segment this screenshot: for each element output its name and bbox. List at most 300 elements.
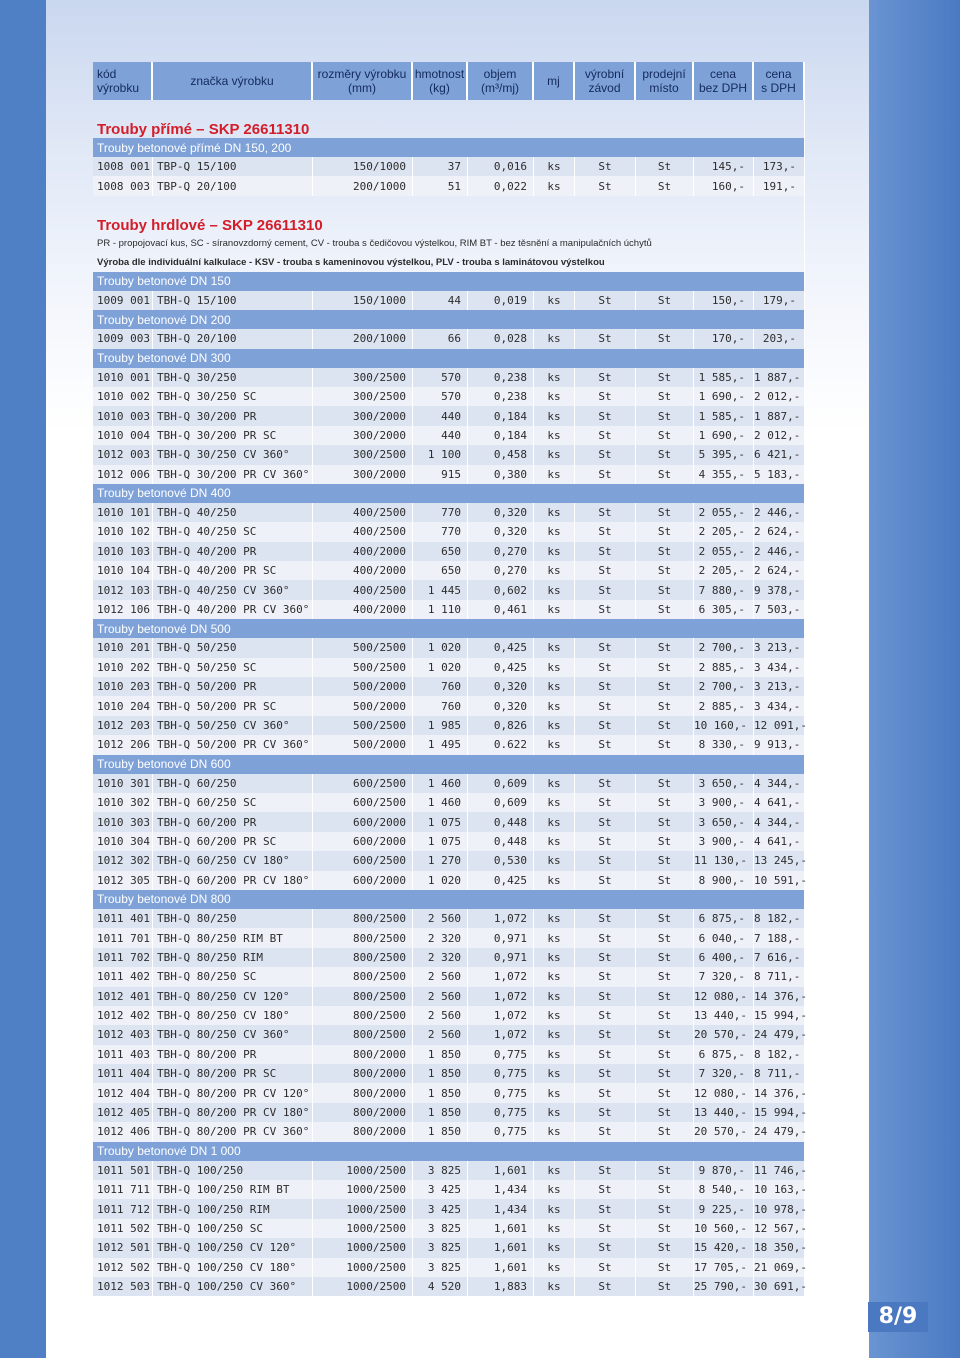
header-gap [93,100,805,114]
cell-price-inc: 8 711,- [754,1064,805,1083]
cell-price-ex: 3 650,- [694,774,754,793]
cell-sale: St [636,1025,694,1044]
cell-price-inc: 191,- [754,176,805,195]
cell-dims: 600/2000 [313,812,413,831]
cell-price-inc: 9 913,- [754,735,805,754]
cell-code: 1011 712 [93,1199,153,1218]
cell-volume: 0,775 [468,1122,534,1141]
cell-brand: TBH-Q 60/250 CV 180° [153,851,313,870]
cell-price-ex: 9 225,- [694,1199,754,1218]
cell-code: 1011 402 [93,967,153,986]
table-row [93,812,805,831]
cell-brand: TBH-Q 30/250 CV 360° [153,445,313,464]
cell-sale: St [636,1045,694,1064]
table-row [93,291,805,310]
cell-weight: 2 560 [413,1025,468,1044]
cell-unit: ks [534,774,575,793]
cell-price-inc: 14 376,- [754,1083,805,1102]
subsection-row [93,755,805,774]
cell-plant: St [575,1083,636,1102]
cell-plant: St [575,928,636,947]
header-brand: značka výrobku [153,62,313,100]
table-row [93,1161,805,1180]
table-row [93,1199,805,1218]
subsection-heading: Trouby betonové DN 200 [93,310,805,329]
cell-unit: ks [534,176,575,195]
cell-sale: St [636,445,694,464]
cell-price-inc: 3 434,- [754,658,805,677]
cell-volume: 0,270 [468,542,534,561]
cell-unit: ks [534,1083,575,1102]
cell-code: 1012 003 [93,445,153,464]
table-row [93,1006,805,1025]
cell-plant: St [575,638,636,657]
cell-weight: 1 075 [413,832,468,851]
cell-sale: St [636,1064,694,1083]
cell-code: 1010 203 [93,677,153,696]
cell-weight: 440 [413,426,468,445]
cell-unit: ks [534,793,575,812]
cell-unit: ks [534,445,575,464]
table-row [93,638,805,657]
cell-plant: St [575,157,636,176]
cell-weight: 66 [413,329,468,348]
cell-brand: TBH-Q 50/250 CV 360° [153,716,313,735]
price-table [93,62,805,1296]
cell-dims: 300/2000 [313,426,413,445]
cell-price-inc: 2 624,- [754,561,805,580]
cell-volume: 1,601 [468,1219,534,1238]
cell-dims: 1000/2500 [313,1180,413,1199]
cell-brand: TBH-Q 40/200 PR SC [153,561,313,580]
table-row [93,871,805,890]
cell-dims: 150/1000 [313,291,413,310]
table-row [93,522,805,541]
cell-brand: TBH-Q 30/250 SC [153,387,313,406]
cell-sale: St [636,1238,694,1257]
cell-volume: 0.622 [468,735,534,754]
cell-brand: TBP-Q 15/100 [153,157,313,176]
cell-volume: 1,601 [468,1258,534,1277]
cell-volume: 0,425 [468,658,534,677]
table-row [93,387,805,406]
cell-code: 1010 101 [93,503,153,522]
table-row [93,1045,805,1064]
cell-code: 1010 202 [93,658,153,677]
table-row [93,1180,805,1199]
cell-unit: ks [534,812,575,831]
cell-volume: 0,448 [468,812,534,831]
cell-plant: St [575,812,636,831]
cell-unit: ks [534,1258,575,1277]
cell-volume: 0,775 [468,1045,534,1064]
cell-weight: 44 [413,291,468,310]
cell-unit: ks [534,832,575,851]
header-price-inc-sub: s DPH [754,81,805,100]
cell-code: 1012 106 [93,600,153,619]
cell-dims: 800/2000 [313,1083,413,1102]
subsection-row [93,138,805,157]
cell-price-inc: 10 163,- [754,1180,805,1199]
cell-dims: 500/2500 [313,716,413,735]
note-row [93,234,805,253]
table-header [93,62,805,114]
header-code-sub: výrobku [93,81,153,100]
note-text: PR - propojovací kus, SC - síranovzdorný cement, CV - trouba s čedičovou výstelkou, RIM BT - bez těsnění a manipulačních úchytů [93,234,805,253]
cell-price-inc: 2 446,- [754,503,805,522]
cell-dims: 800/2500 [313,1006,413,1025]
cell-volume: 1,072 [468,987,534,1006]
cell-plant: St [575,967,636,986]
cell-unit: ks [534,561,575,580]
cell-weight: 1 100 [413,445,468,464]
cell-brand: TBH-Q 50/200 PR SC [153,696,313,715]
cell-weight: 3 825 [413,1238,468,1257]
cell-dims: 800/2500 [313,1025,413,1044]
cell-dims: 800/2000 [313,1045,413,1064]
cell-sale: St [636,948,694,967]
cell-price-ex: 145,- [694,157,754,176]
cell-brand: TBH-Q 60/200 PR CV 180° [153,871,313,890]
cell-dims: 800/2000 [313,1122,413,1141]
subsection-heading: Trouby betonové přímé DN 150, 200 [93,138,805,157]
cell-brand: TBH-Q 80/200 PR CV 120° [153,1083,313,1102]
cell-brand: TBH-Q 50/200 PR CV 360° [153,735,313,754]
cell-price-ex: 12 080,- [694,1083,754,1102]
cell-code: 1010 004 [93,426,153,445]
cell-brand: TBH-Q 30/250 [153,368,313,387]
cell-volume: 0,270 [468,561,534,580]
cell-unit: ks [534,1006,575,1025]
cell-volume: 0,028 [468,329,534,348]
cell-weight: 1 020 [413,638,468,657]
header-dims-sub: (mm) [313,81,413,100]
table-row [93,967,805,986]
cell-price-ex: 7 320,- [694,1064,754,1083]
cell-volume: 0,238 [468,387,534,406]
cell-weight: 4 520 [413,1277,468,1296]
cell-price-inc: 1 887,- [754,406,805,425]
cell-plant: St [575,426,636,445]
cell-plant: St [575,1025,636,1044]
cell-price-inc: 5 183,- [754,465,805,484]
cell-weight: 1 020 [413,658,468,677]
cell-dims: 600/2000 [313,871,413,890]
cell-unit: ks [534,1045,575,1064]
cell-unit: ks [534,291,575,310]
cell-volume: 0,775 [468,1064,534,1083]
cell-sale: St [636,368,694,387]
cell-brand: TBH-Q 80/200 PR CV 180° [153,1103,313,1122]
cell-code: 1011 403 [93,1045,153,1064]
cell-volume: 0,380 [468,465,534,484]
cell-price-ex: 1 585,- [694,368,754,387]
cell-price-inc: 30 691,- [754,1277,805,1296]
cell-price-ex: 7 880,- [694,580,754,599]
subsection-row [93,349,805,368]
table-row [93,774,805,793]
cell-sale: St [636,735,694,754]
cell-brand: TBH-Q 50/200 PR [153,677,313,696]
cell-brand: TBH-Q 30/200 PR SC [153,426,313,445]
cell-price-ex: 17 705,- [694,1258,754,1277]
cell-sale: St [636,291,694,310]
cell-volume: 0,184 [468,426,534,445]
cell-price-inc: 2 624,- [754,522,805,541]
header-plant: výrobní [575,62,636,81]
cell-volume: 1,883 [468,1277,534,1296]
cell-sale: St [636,542,694,561]
cell-weight: 3 825 [413,1161,468,1180]
cell-code: 1011 401 [93,909,153,928]
cell-brand: TBH-Q 40/200 PR CV 360° [153,600,313,619]
cell-weight: 3 825 [413,1219,468,1238]
cell-price-ex: 1 585,- [694,406,754,425]
table-row [93,157,805,176]
cell-unit: ks [534,735,575,754]
cell-dims: 800/2500 [313,987,413,1006]
cell-plant: St [575,1258,636,1277]
cell-unit: ks [534,1219,575,1238]
cell-unit: ks [534,368,575,387]
cell-sale: St [636,658,694,677]
cell-weight: 1 850 [413,1103,468,1122]
cell-sale: St [636,638,694,657]
cell-dims: 200/1000 [313,329,413,348]
cell-sale: St [636,774,694,793]
cell-unit: ks [534,1238,575,1257]
cell-brand: TBH-Q 100/250 CV 120° [153,1238,313,1257]
cell-plant: St [575,774,636,793]
cell-price-ex: 4 355,- [694,465,754,484]
cell-price-inc: 8 711,- [754,967,805,986]
cell-dims: 400/2500 [313,503,413,522]
cell-price-inc: 14 376,- [754,987,805,1006]
cell-volume: 0,448 [468,832,534,851]
cell-plant: St [575,677,636,696]
cell-unit: ks [534,1180,575,1199]
cell-price-inc: 173,- [754,157,805,176]
section-heading: Trouby hrdlové – SKP 26611310 [93,210,805,234]
cell-price-inc: 6 421,- [754,445,805,464]
cell-sale: St [636,909,694,928]
cell-volume: 1,601 [468,1161,534,1180]
cell-price-inc: 12 567,- [754,1219,805,1238]
cell-dims: 800/2500 [313,909,413,928]
cell-unit: ks [534,1199,575,1218]
cell-unit: ks [534,1025,575,1044]
cell-volume: 0,019 [468,291,534,310]
cell-plant: St [575,329,636,348]
table-row [93,832,805,851]
cell-weight: 1 445 [413,580,468,599]
cell-weight: 1 850 [413,1083,468,1102]
table-row [93,677,805,696]
cell-code: 1012 405 [93,1103,153,1122]
cell-price-inc: 13 245,- [754,851,805,870]
cell-plant: St [575,542,636,561]
header-dims: rozměry výrobku [313,62,413,81]
cell-price-ex: 8 330,- [694,735,754,754]
cell-weight: 1 270 [413,851,468,870]
cell-plant: St [575,176,636,195]
cell-brand: TBH-Q 80/250 [153,909,313,928]
note-row [93,253,805,272]
cell-dims: 300/2500 [313,445,413,464]
cell-price-ex: 2 700,- [694,638,754,657]
cell-dims: 300/2500 [313,387,413,406]
cell-code: 1010 204 [93,696,153,715]
cell-price-ex: 2 205,- [694,561,754,580]
note-text: Výroba dle individuální kalkulace - KSV - trouba s kameninovou výstelkou, PLV - trouba s laminátovou výstelkou [93,253,805,272]
table-row [93,426,805,445]
cell-price-inc: 10 591,- [754,871,805,890]
cell-code: 1010 102 [93,522,153,541]
cell-sale: St [636,465,694,484]
cell-unit: ks [534,1277,575,1296]
cell-brand: TBH-Q 80/200 PR SC [153,1064,313,1083]
cell-unit: ks [534,503,575,522]
cell-price-ex: 25 790,- [694,1277,754,1296]
cell-plant: St [575,696,636,715]
cell-code: 1012 302 [93,851,153,870]
subsection-row [93,619,805,638]
table-row [93,542,805,561]
cell-dims: 200/1000 [313,176,413,195]
header-price-ex-sub: bez DPH [694,81,754,100]
cell-code: 1010 302 [93,793,153,812]
cell-price-ex: 2 700,- [694,677,754,696]
table-row [93,1258,805,1277]
cell-code: 1012 305 [93,871,153,890]
subsection-row [93,484,805,503]
header-price-inc: cena [754,62,805,81]
cell-weight: 915 [413,465,468,484]
cell-dims: 800/2000 [313,1064,413,1083]
cell-sale: St [636,987,694,1006]
cell-price-ex: 1 690,- [694,387,754,406]
cell-plant: St [575,1238,636,1257]
cell-volume: 1,072 [468,909,534,928]
table-row [93,1277,805,1296]
cell-weight: 1 495 [413,735,468,754]
table-row [93,368,805,387]
header-sale: prodejní [636,62,694,81]
cell-sale: St [636,928,694,947]
cell-code: 1012 203 [93,716,153,735]
subsection-heading: Trouby betonové DN 300 [93,349,805,368]
cell-price-inc: 4 641,- [754,793,805,812]
cell-weight: 770 [413,503,468,522]
cell-sale: St [636,871,694,890]
cell-code: 1012 501 [93,1238,153,1257]
cell-brand: TBH-Q 80/200 PR CV 360° [153,1122,313,1141]
cell-dims: 1000/2500 [313,1238,413,1257]
cell-dims: 800/2500 [313,928,413,947]
cell-sale: St [636,677,694,696]
cell-price-inc: 4 641,- [754,832,805,851]
cell-dims: 800/2000 [313,1103,413,1122]
cell-sale: St [636,426,694,445]
cell-plant: St [575,1045,636,1064]
cell-code: 1011 502 [93,1219,153,1238]
cell-code: 1010 304 [93,832,153,851]
header-code: kód [93,62,153,81]
cell-code: 1008 003 [93,176,153,195]
cell-code: 1010 104 [93,561,153,580]
cell-volume: 1,072 [468,1025,534,1044]
table-row [93,445,805,464]
cell-plant: St [575,465,636,484]
cell-price-ex: 3 900,- [694,832,754,851]
cell-plant: St [575,291,636,310]
table-row [93,1103,805,1122]
cell-sale: St [636,387,694,406]
cell-plant: St [575,580,636,599]
cell-volume: 0,775 [468,1103,534,1122]
cell-brand: TBH-Q 40/250 CV 360° [153,580,313,599]
cell-price-ex: 8 540,- [694,1180,754,1199]
cell-price-ex: 2 055,- [694,542,754,561]
cell-weight: 3 425 [413,1180,468,1199]
cell-brand: TBH-Q 20/100 [153,329,313,348]
cell-sale: St [636,503,694,522]
cell-plant: St [575,406,636,425]
cell-volume: 0,775 [468,1083,534,1102]
cell-unit: ks [534,1161,575,1180]
cell-price-ex: 2 205,- [694,522,754,541]
cell-dims: 500/2000 [313,677,413,696]
right-band [869,0,960,1358]
cell-price-inc: 179,- [754,291,805,310]
cell-sale: St [636,157,694,176]
cell-plant: St [575,735,636,754]
cell-price-inc: 2 012,- [754,426,805,445]
subsection-heading: Trouby betonové DN 800 [93,890,805,909]
cell-dims: 150/1000 [313,157,413,176]
cell-plant: St [575,793,636,812]
cell-weight: 1 850 [413,1122,468,1141]
cell-price-ex: 5 395,- [694,445,754,464]
cell-unit: ks [534,987,575,1006]
cell-dims: 300/2000 [313,465,413,484]
cell-volume: 0,530 [468,851,534,870]
cell-plant: St [575,387,636,406]
table-row [93,503,805,522]
table-row [93,696,805,715]
cell-price-ex: 6 875,- [694,1045,754,1064]
table-row [93,1025,805,1044]
cell-sale: St [636,967,694,986]
cell-sale: St [636,851,694,870]
cell-volume: 0,184 [468,406,534,425]
cell-dims: 800/2500 [313,967,413,986]
cell-volume: 0,022 [468,176,534,195]
header-unit: mj [534,62,575,100]
cell-weight: 1 460 [413,793,468,812]
cell-volume: 0,609 [468,793,534,812]
table-row [93,948,805,967]
cell-weight: 1 020 [413,871,468,890]
cell-sale: St [636,1219,694,1238]
header-plant-sub: závod [575,81,636,100]
table-row [93,1083,805,1102]
cell-brand: TBH-Q 80/250 SC [153,967,313,986]
cell-brand: TBH-Q 40/250 [153,503,313,522]
cell-volume: 1,072 [468,967,534,986]
cell-weight: 2 320 [413,928,468,947]
table-row [93,735,805,754]
